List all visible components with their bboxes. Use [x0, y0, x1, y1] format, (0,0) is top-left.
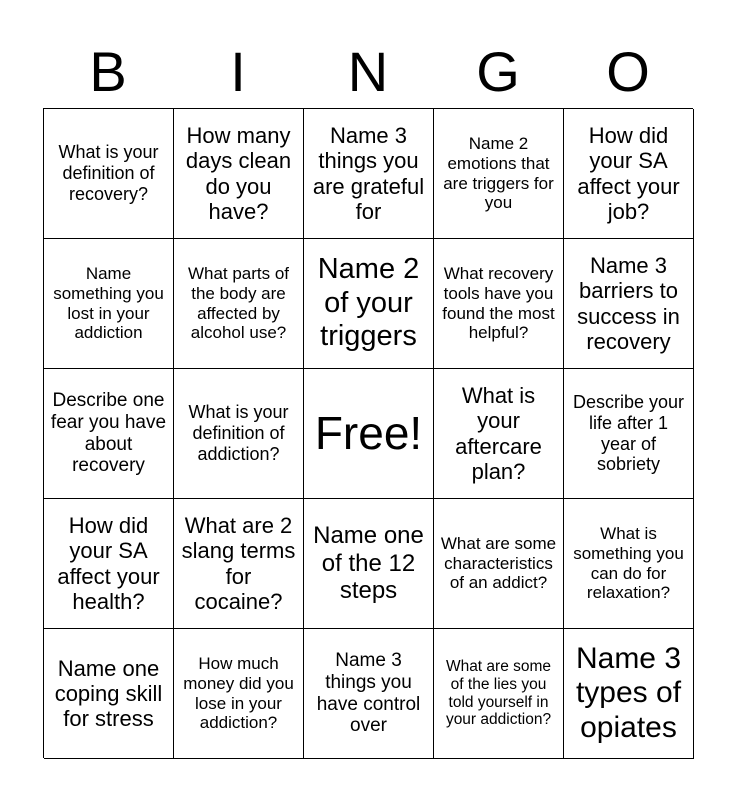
bingo-cell[interactable] [304, 499, 434, 629]
cell-text: What is something you can do for relaxation? [573, 524, 684, 603]
free-space-label: Free! [314, 407, 423, 460]
header-letter-i: I [230, 40, 246, 103]
bingo-cell[interactable] [174, 239, 304, 369]
bingo-cell[interactable] [304, 239, 434, 369]
bingo-header [43, 40, 693, 104]
cell-text: How many days clean do you have? [185, 122, 292, 224]
cell-text: Name one of the 12 steps [313, 522, 424, 605]
bingo-cell[interactable] [434, 499, 564, 629]
cell-text: Name 3 barriers to success in recovery [577, 252, 680, 354]
bingo-cell[interactable] [304, 629, 434, 759]
cell-text: What are 2 slang terms for cocaine? [181, 512, 296, 614]
cell-text: What is your definition of addiction? [188, 402, 289, 464]
cell-text: How much money did you lose in your addiction? [183, 654, 294, 733]
bingo-cell[interactable] [44, 629, 174, 759]
bingo-cell[interactable] [434, 629, 564, 759]
header-letter-b: B [89, 40, 127, 103]
cell-text: Name 2 of your triggers [317, 253, 420, 353]
bingo-cell[interactable] [434, 369, 564, 499]
bingo-cell[interactable] [174, 369, 304, 499]
bingo-cell[interactable] [174, 629, 304, 759]
bingo-cell[interactable] [304, 109, 434, 239]
header-letter-g: G [476, 40, 520, 103]
cell-text: Name one coping skill for stress [54, 655, 163, 732]
cell-text: What is your definition of recovery? [58, 142, 159, 204]
cell-text: Name 3 things you are grateful for [312, 122, 425, 224]
bingo-cell[interactable] [564, 499, 694, 629]
bingo-cell[interactable] [564, 109, 694, 239]
free-space[interactable] [304, 369, 434, 499]
header-letter-n: N [347, 40, 389, 103]
cell-text: Name 2 emotions that are triggers for you [443, 134, 554, 213]
bingo-cell[interactable] [564, 369, 694, 499]
cell-text: Name 3 things you have control over [316, 649, 421, 737]
bingo-cell[interactable] [434, 109, 564, 239]
cell-text: How did your SA affect your health? [57, 512, 160, 614]
cell-text: What recovery tools have you found the most helpful? [442, 264, 555, 343]
bingo-cell[interactable] [44, 239, 174, 369]
bingo-cell[interactable] [564, 239, 694, 369]
header-letter-o: O [606, 40, 650, 103]
bingo-cell[interactable] [44, 369, 174, 499]
cell-text: Describe one fear you have about recovery [50, 389, 167, 477]
cell-text: What are some characteristics of an addict? [440, 534, 557, 593]
bingo-board [43, 108, 693, 758]
cell-text: Describe your life after 1 year of sobriety [572, 392, 685, 475]
bingo-cell[interactable] [564, 629, 694, 759]
cell-text: Name 3 types of opiates [575, 641, 682, 744]
cell-text: Name something you lost in your addiction [53, 264, 164, 343]
cell-text: What parts of the body are affected by alcohol use? [187, 264, 290, 343]
cell-text: What are some of the lies you told yourself in your addiction? [445, 657, 552, 729]
cell-text: How did your SA affect your job? [577, 122, 680, 224]
bingo-cell[interactable] [44, 109, 174, 239]
bingo-cell[interactable] [44, 499, 174, 629]
bingo-cell[interactable] [434, 239, 564, 369]
bingo-cell[interactable] [174, 499, 304, 629]
cell-text: What is your aftercare plan? [455, 382, 542, 484]
bingo-cell[interactable] [174, 109, 304, 239]
